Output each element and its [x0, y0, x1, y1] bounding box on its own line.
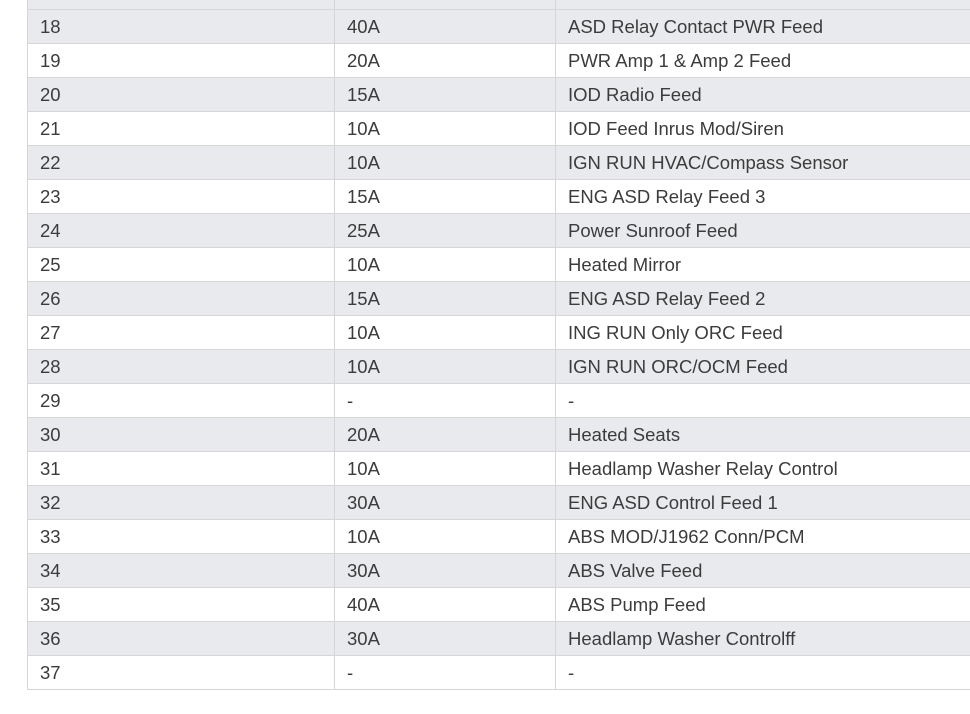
- fuse-description-cell: Heated Seats: [556, 418, 970, 452]
- table-row: [28, 452, 970, 486]
- fuse-description-cell: IGN RUN HVAC/Compass Sensor: [556, 146, 970, 180]
- fuse-amperage-cell: 20A: [335, 418, 556, 452]
- table-row: [28, 316, 970, 350]
- table-row: [28, 146, 970, 180]
- fuse-amperage-cell: -: [335, 384, 556, 418]
- table-row: [28, 112, 970, 146]
- table-row: [28, 520, 970, 554]
- fuse-number-cell: 36: [28, 622, 335, 656]
- fuse-number-cell: [28, 0, 335, 10]
- table-row: [28, 384, 970, 418]
- fuse-number-cell: 37: [28, 656, 335, 690]
- table-row: [28, 554, 970, 588]
- fuse-amperage-cell: 10A: [335, 350, 556, 384]
- fuse-number-cell: 30: [28, 418, 335, 452]
- fuse-description-cell: -: [556, 384, 970, 418]
- fuse-amperage-cell: 40A: [335, 10, 556, 44]
- fuse-number-cell: 33: [28, 520, 335, 554]
- fuse-amperage-cell: 10A: [335, 112, 556, 146]
- table-row: [28, 248, 970, 282]
- fuse-amperage-cell: 10A: [335, 452, 556, 486]
- fuse-description-cell: Headlamp Washer Relay Control: [556, 452, 970, 486]
- fuse-description-cell: Heated Mirror: [556, 248, 970, 282]
- fuse-description-cell: ENG ASD Control Feed 1: [556, 486, 970, 520]
- table-row: [28, 588, 970, 622]
- fuse-amperage-cell: [335, 0, 556, 10]
- table-row: [28, 656, 970, 690]
- table-row: [28, 0, 970, 10]
- fuse-description-cell: IOD Feed Inrus Mod/Siren: [556, 112, 970, 146]
- fuse-number-cell: 31: [28, 452, 335, 486]
- fuse-table-body: [28, 0, 970, 690]
- fuse-table-container: [27, 0, 970, 690]
- table-row: [28, 10, 970, 44]
- fuse-table: [27, 0, 970, 690]
- fuse-description-cell: PWR Amp 1 & Amp 2 Feed: [556, 44, 970, 78]
- fuse-amperage-cell: 30A: [335, 622, 556, 656]
- fuse-description-cell: -: [556, 656, 970, 690]
- fuse-amperage-cell: 30A: [335, 554, 556, 588]
- fuse-description-cell: IOD Radio Feed: [556, 78, 970, 112]
- fuse-amperage-cell: 10A: [335, 520, 556, 554]
- fuse-amperage-cell: 10A: [335, 248, 556, 282]
- table-row: [28, 180, 970, 214]
- fuse-number-cell: 20: [28, 78, 335, 112]
- fuse-number-cell: 28: [28, 350, 335, 384]
- fuse-number-cell: 21: [28, 112, 335, 146]
- fuse-description-cell: ENG ASD Relay Feed 3: [556, 180, 970, 214]
- fuse-amperage-cell: 20A: [335, 44, 556, 78]
- fuse-description-cell: ABS Pump Feed: [556, 588, 970, 622]
- table-row: [28, 78, 970, 112]
- fuse-amperage-cell: 40A: [335, 588, 556, 622]
- fuse-amperage-cell: -: [335, 656, 556, 690]
- table-row: [28, 418, 970, 452]
- fuse-amperage-cell: 15A: [335, 282, 556, 316]
- fuse-amperage-cell: 10A: [335, 146, 556, 180]
- fuse-amperage-cell: 30A: [335, 486, 556, 520]
- fuse-amperage-cell: 15A: [335, 180, 556, 214]
- fuse-number-cell: 24: [28, 214, 335, 248]
- fuse-number-cell: 19: [28, 44, 335, 78]
- table-row: [28, 44, 970, 78]
- table-row: [28, 622, 970, 656]
- fuse-number-cell: 22: [28, 146, 335, 180]
- fuse-description-cell: Headlamp Washer Controlff: [556, 622, 970, 656]
- table-row: [28, 486, 970, 520]
- fuse-description-cell: ABS Valve Feed: [556, 554, 970, 588]
- fuse-description-cell: ING RUN Only ORC Feed: [556, 316, 970, 350]
- fuse-description-cell: Power Sunroof Feed: [556, 214, 970, 248]
- fuse-number-cell: 26: [28, 282, 335, 316]
- fuse-number-cell: 32: [28, 486, 335, 520]
- table-row: [28, 282, 970, 316]
- table-row: [28, 214, 970, 248]
- fuse-number-cell: 23: [28, 180, 335, 214]
- fuse-description-cell: ENG ASD Relay Feed 2: [556, 282, 970, 316]
- table-row: [28, 350, 970, 384]
- fuse-number-cell: 27: [28, 316, 335, 350]
- fuse-description-cell: IGN RUN ORC/OCM Feed: [556, 350, 970, 384]
- fuse-number-cell: 34: [28, 554, 335, 588]
- fuse-number-cell: 35: [28, 588, 335, 622]
- fuse-amperage-cell: 10A: [335, 316, 556, 350]
- fuse-number-cell: 18: [28, 10, 335, 44]
- fuse-amperage-cell: 15A: [335, 78, 556, 112]
- fuse-description-cell: ABS MOD/J1962 Conn/PCM: [556, 520, 970, 554]
- fuse-amperage-cell: 25A: [335, 214, 556, 248]
- fuse-number-cell: 29: [28, 384, 335, 418]
- fuse-number-cell: 25: [28, 248, 335, 282]
- fuse-description-cell: [556, 0, 970, 10]
- fuse-description-cell: ASD Relay Contact PWR Feed: [556, 10, 970, 44]
